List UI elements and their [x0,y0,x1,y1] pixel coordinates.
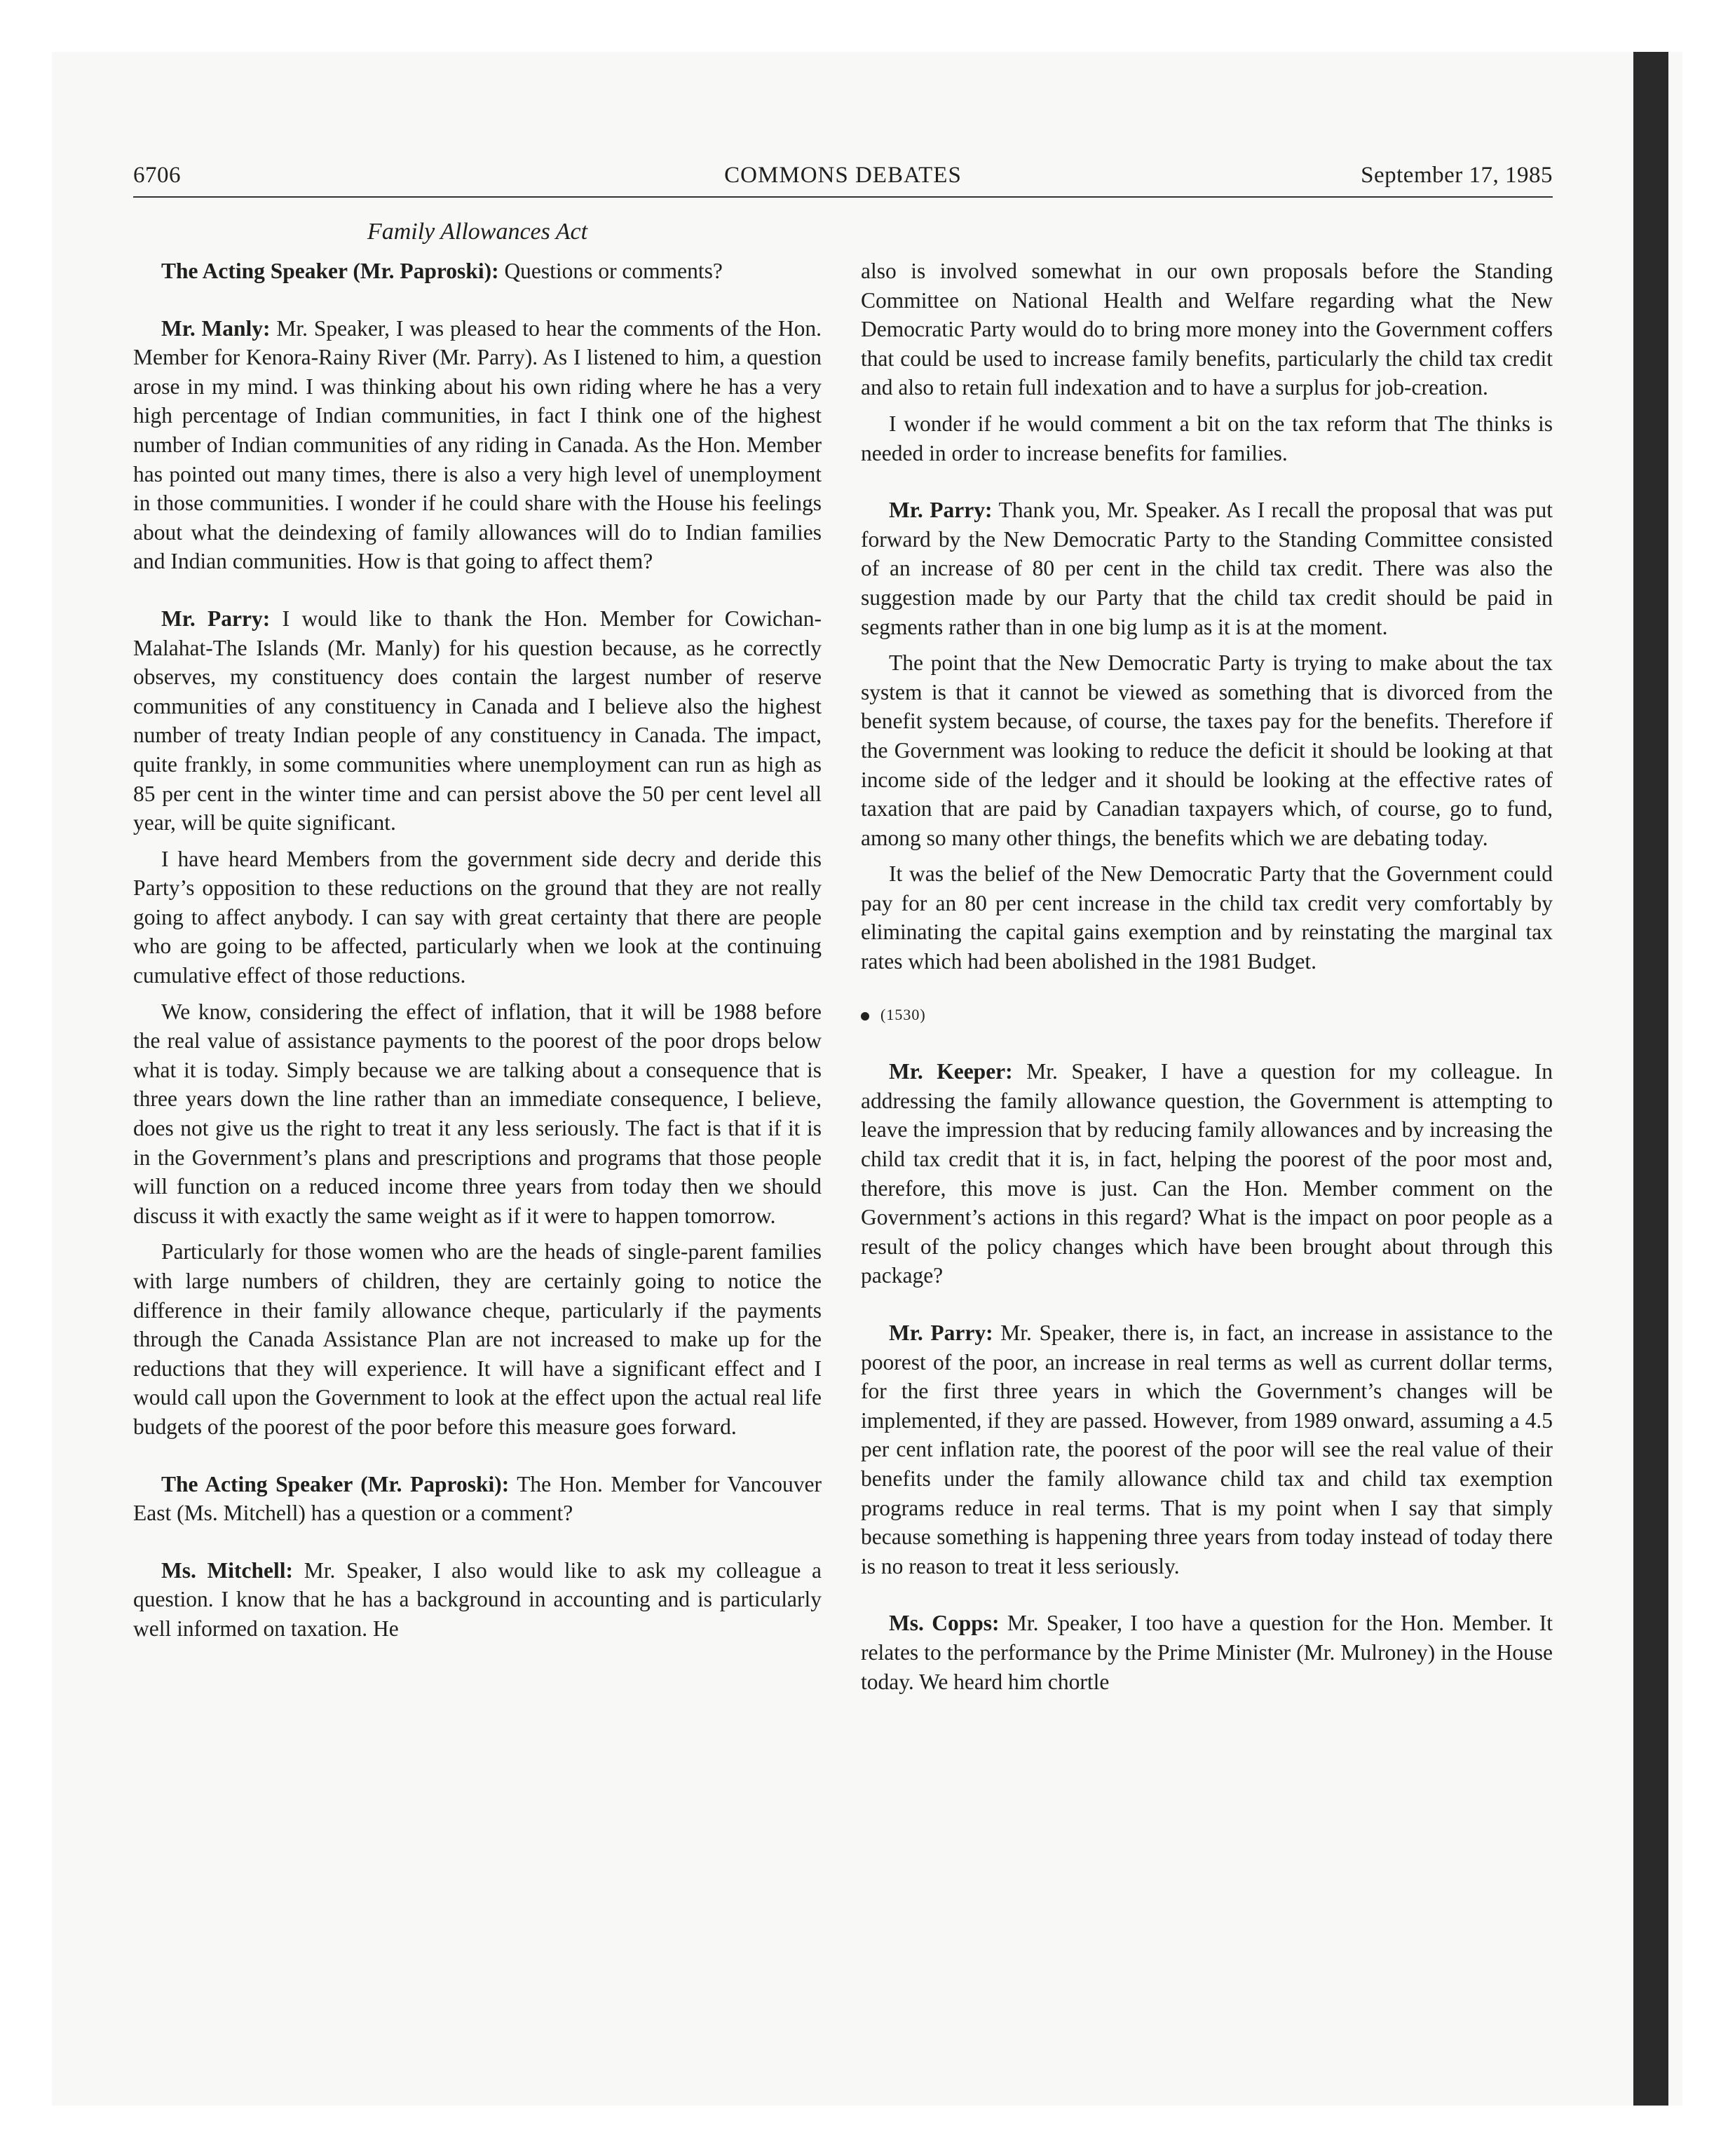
running-title: Family Allowances Act [367,219,588,245]
paragraph-text: Questions or comments? [504,259,723,283]
paragraph-text: I would like to thank the Hon. Member for Cowichan-Malahat-The Islands (Mr. Manly) for his question because, as he correctly observes, my constituency does contain the largest number of reserve communities of any constituency in Canada and I believe also the highest number of treaty Indian people of any constituency in Canada. The impact, quite frankly, in some communities where unemployment can run as high as 85 per cent in the winter time and can persist above the 50 per cent level all year, will be quite significant. [133,606,822,835]
paragraph [861,257,1553,402]
paragraph [861,1609,1553,1696]
time-marker [861,1000,1553,1030]
paragraph [133,1470,822,1528]
paragraph-text: Particularly for those women who are the heads of single-parent families with large numbers of children, they are certainly going to notice the difference in their family allowance cheque, particularly if the payments through the Canada Assistance Plan are not increased to make up for the reductions that they will experience. It will have a significant effect and I would call upon the Government to look at the effect upon the actual real life budgets of the poorest of the poor before this measure goes forward. [133,1239,822,1439]
paragraph-text: also is involved somewhat in our own proposals before the Standing Committee on National Health and Welfare regarding what the New Democratic Party would do to bring more money into the Government coffers that could be used to increase family benefits, particularly the child tax credit and also to retain full indexation and to have a surplus for job-creation. [861,259,1553,400]
speaker-name: Mr. Parry: [161,606,271,631]
page-header [133,163,1553,196]
paragraph [861,648,1553,852]
page-number: 6706 [133,163,181,188]
left-column [133,257,822,1651]
paragraph-text: The Hon. Member for Vancouver East (Ms. Mitchell) has a question or a comment? [133,1471,822,1526]
publication-title: COMMONS DEBATES [724,163,962,188]
speaker-name: Mr. Manly: [161,315,271,341]
speaker-name: Mr. Keeper: [889,1059,1013,1084]
paragraph [133,257,822,286]
paragraph-text: Mr. Speaker, I was pleased to hear the comments of the Hon. Member for Kenora-Rainy River (Mr. Parry). As I listened to him, a question arose in my mind. I was thinking about his own riding where he has a very high percentage of Indian communities, in fact I think one of the highest number of Indian communities of any riding in Canada. As the Hon. Member has pointed out many times, there is also a very high level of unemployment in those communities. I wonder if he could share with the House his feelings about what the deindexing of family allowances will do to Indian families and Indian communities. How is that going to affect them? [133,315,822,574]
paragraph [861,859,1553,976]
header-rule [133,196,1553,198]
speaker-name: The Acting Speaker (Mr. Paproski): [161,259,499,283]
paragraph [133,997,822,1231]
paragraph-text: I wonder if he would comment a bit on the tax reform that The thinks is needed in order to increase benefits for families. [861,411,1553,465]
speaker-name: Ms. Copps: [889,1611,1000,1636]
speaker-name: Ms. Mitchell: [161,1557,294,1583]
paragraph-text: We know, considering the effect of inflation, that it will be 1988 before the real value of assistance payments to the poorest of the poor drops below what it is today. Simply because we are talking about a consequence that is three years down the line rather than an immediate consequence, I believe, does not give us the right to treat it any less seriously. The fact is that if it is in the Government’s plans and prescriptions and programs that those people will function on a reduced income three years from today then we should discuss it with exactly the same weight as if it were to happen tomorrow. [133,999,822,1228]
paragraph-text: It was the belief of the New Democratic Party that the Government could pay for an 80 per cent increase in the child tax credit very comfortably by eliminating the capital gains exemption and by reinstating the marginal tax rates which had been abolished in the 1981 Budget. [861,861,1553,974]
bullet-icon [861,1012,869,1021]
time-marker-text: (1530) [880,1005,926,1023]
paragraph [861,1318,1553,1581]
speaker-name: Mr. Parry: [889,498,993,523]
speaker-name: Mr. Parry: [889,1321,993,1345]
paragraph [133,1237,822,1441]
paragraph [861,496,1553,641]
paragraph-text: Mr. Speaker, I have a question for my colleague. In addressing the family allowance question, the Government is attempting to leave the impression that by reducing family allowances and by increasing the child tax credit that it is, in fact, helping the poorest of the poor most and, therefore, this move is just. Can the Hon. Member comment on the Government’s actions in this regard? What is the impact on poor people as a result of the policy changes which have been brought about through this package? [861,1059,1553,1288]
page-date: September 17, 1985 [1361,163,1553,188]
paragraph-text: Thank you, Mr. Speaker. As I recall the proposal that was put forward by the New Democratic Party to the Standing Committee consisted of an increase of 80 per cent in the child tax credit. There was also the suggestion made by our Party that the child tax credit should be paid in segments rather than in one big lump as it is at the moment. [861,498,1553,639]
paragraph [133,314,822,576]
paragraph-text: The point that the New Democratic Party is trying to make about the tax system is that it cannot be viewed as something that is divorced from the benefit system because, of course, the taxes pay for the benefits. Therefore if the Government was looking to reduce the deficit it should be looking at that income side of the ledger and it should be looking at the effective rates of taxation that are paid by Canadian taxpayers which, of course, go to fund, among so many other things, the benefits which we are debating today. [861,650,1553,850]
paragraph-text: Mr. Speaker, I also would like to ask my colleague a question. I know that he has a background in accounting and is particularly well informed on taxation. He [133,1557,822,1641]
paragraph [133,604,822,838]
paragraph-text: Mr. Speaker, I too have a question for the Hon. Member. It relates to the performance by the Prime Minister (Mr. Mulroney) in the House today. We heard him chortle [861,1611,1553,1694]
paragraph [861,409,1553,468]
right-column [861,257,1553,1703]
paragraph [861,1057,1553,1290]
paragraph [133,845,822,990]
paragraph [133,1556,822,1644]
speaker-name: The Acting Speaker (Mr. Paproski): [161,1471,510,1496]
paragraph-text: Mr. Speaker, there is, in fact, an increase in assistance to the poorest of the poor, an increase in real terms as well as current dollar terms, for the first three years in which the Government’s changes will be implemented, if they are passed. However, from 1989 onward, assuming a 4.5 per cent inflation rate, the poorest of the poor will see the real value of their benefits under the family allowance child tax and child tax exemption programs reduce in real terms. That is my point when I say that simply because something is happening three years from today instead of today there is no reason to treat it less seriously. [861,1321,1553,1578]
paragraph-text: I have heard Members from the government side decry and deride this Party’s opposition to these reductions on the ground that they are not really going to affect anybody. I can say with great certainty that there are people who are going to be affected, particularly when we look at the continuing cumulative effect of those reductions. [133,846,822,988]
binding-edge [1633,52,1668,2106]
